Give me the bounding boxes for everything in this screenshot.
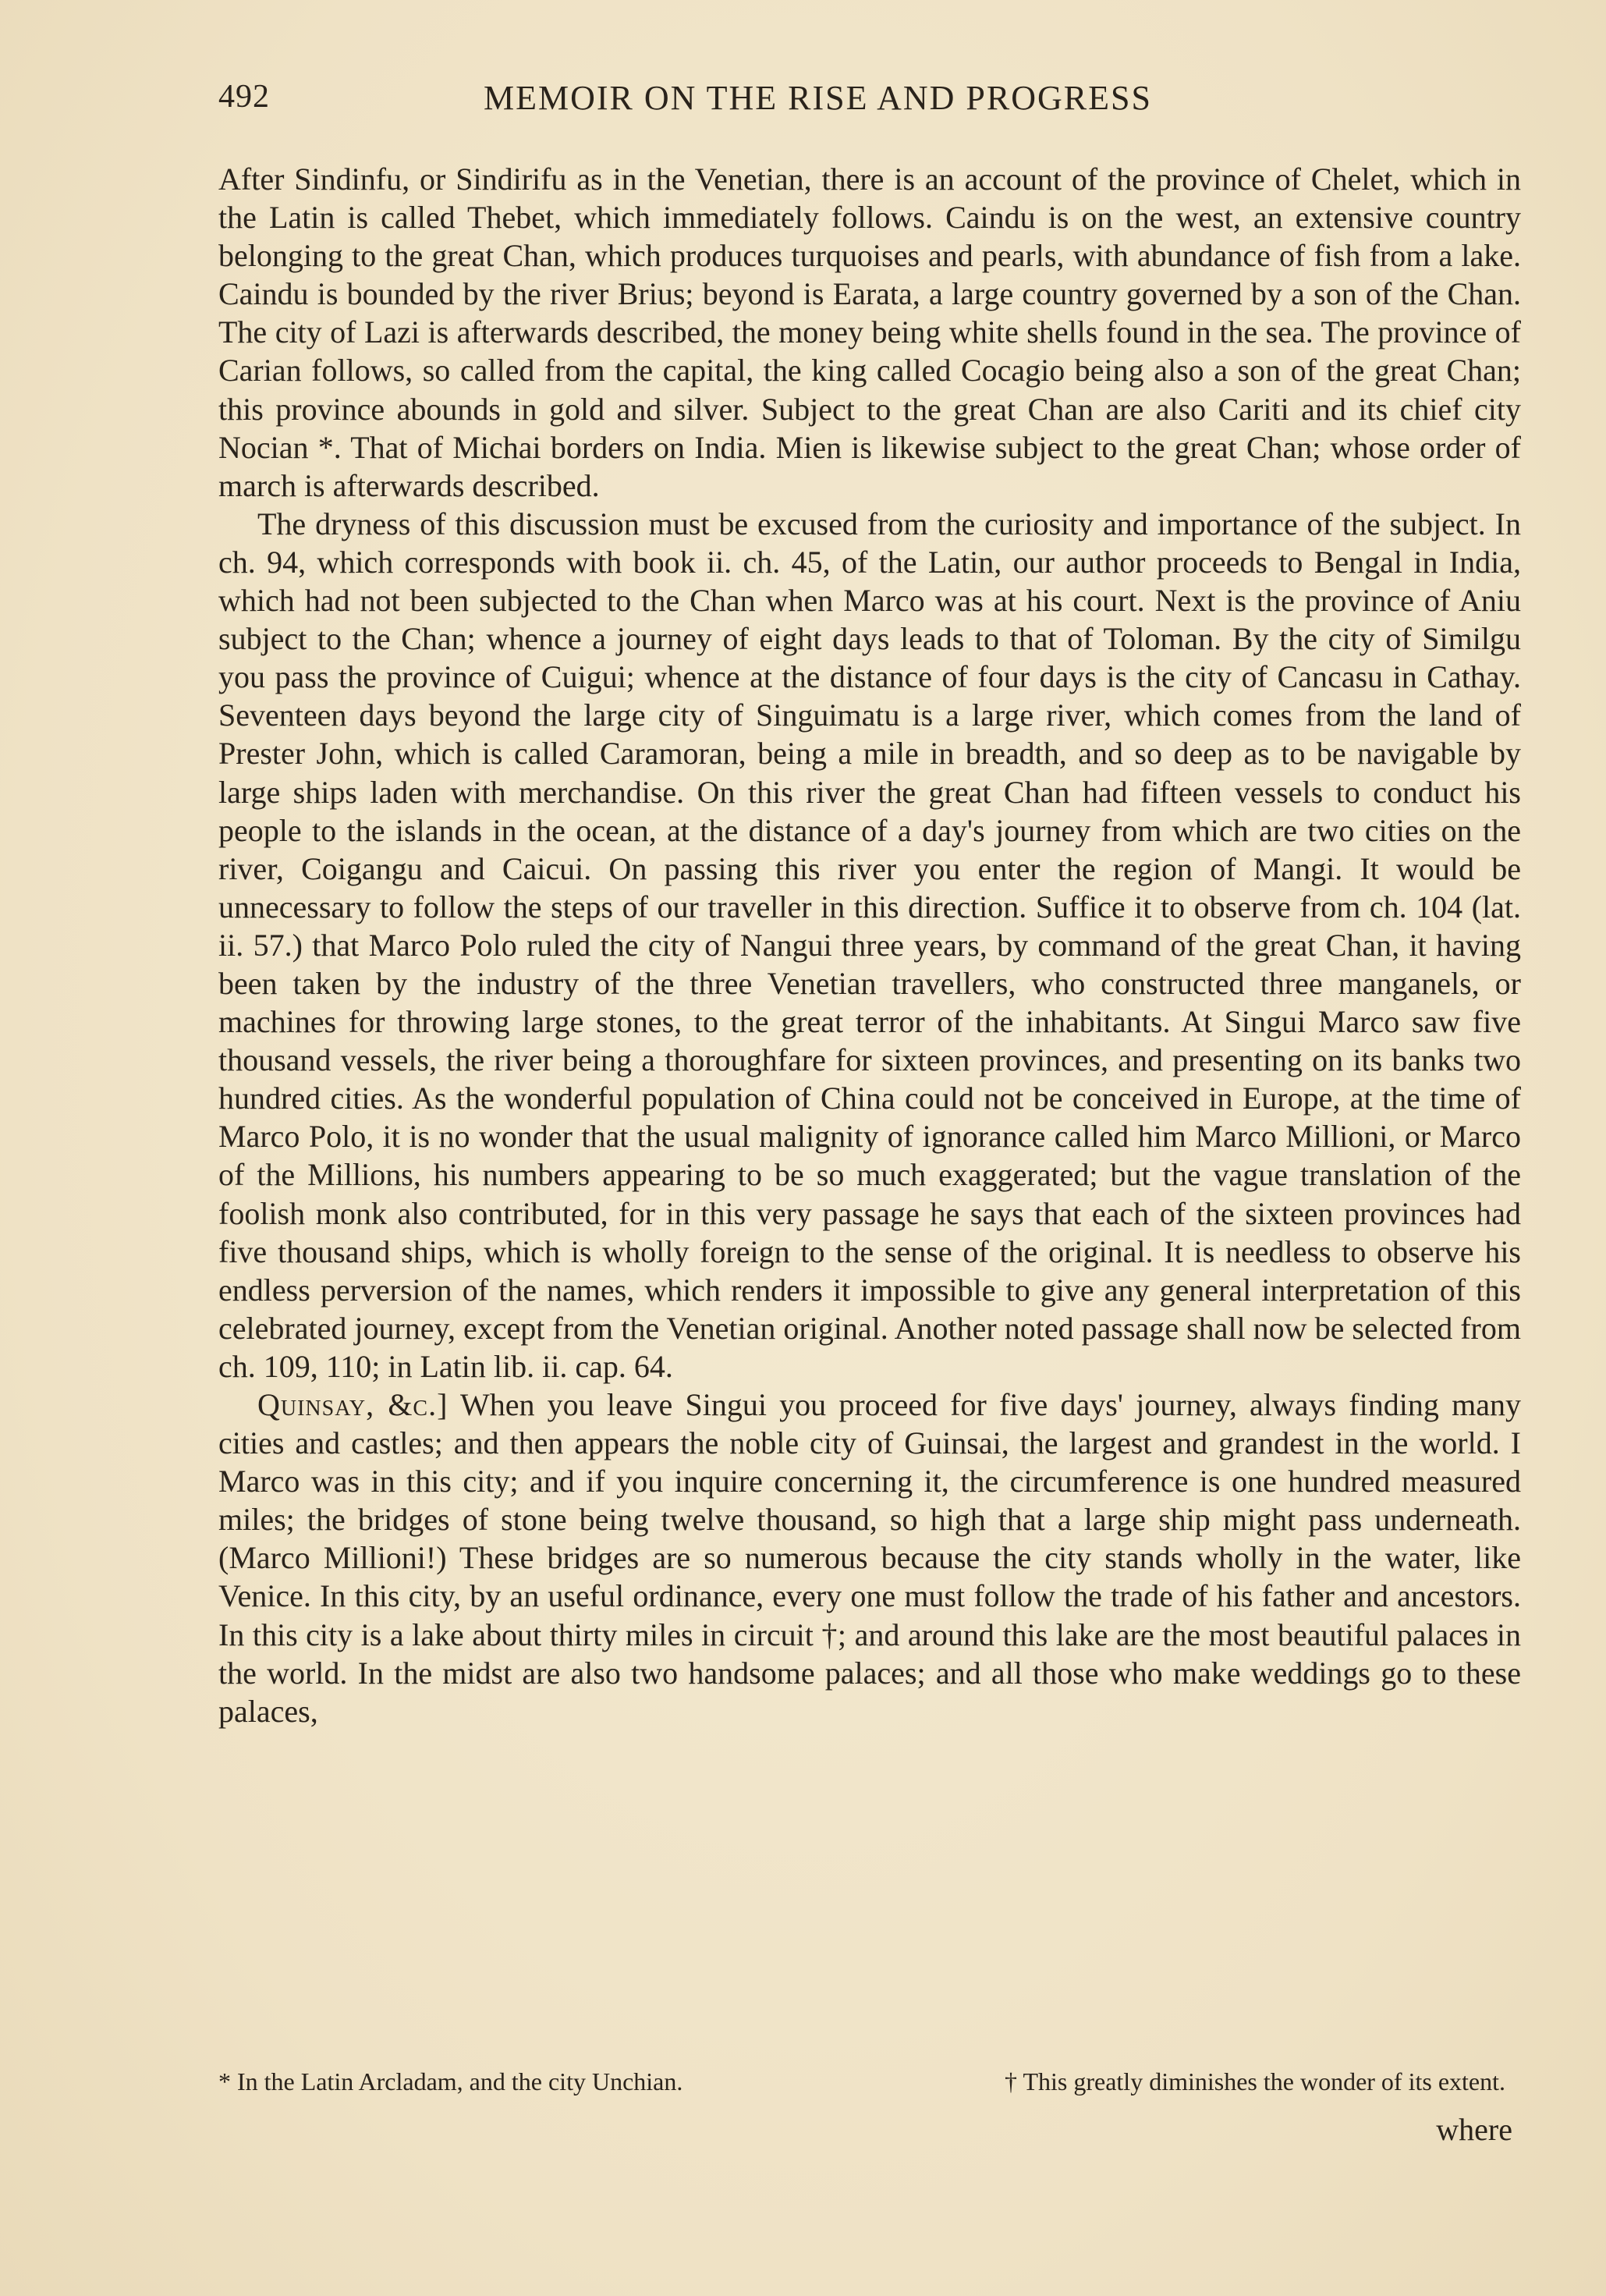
paragraph-sindinfu: After Sindinfu, or Sindirifu as in the Venetian, there is an account of the province of Chelet, which in the Latin is called Thebet, which immediately follows. Caindu is on the west, an extensive country belonging to the great Chan, which produces turquoises and pearls, with abundance of fish from a lake. Caindu is bounded by the river Brius; beyond is Earata, a large country governed by a son of the Chan. The city of Lazi is afterwards described, the money being white shells found in the sea. The province of Carian follows, so called from the capital, the king called Cocagio being also a son of the great Chan; this province abounds in gold and silver. Subject to the great Chan are also Cariti and its chief city Nocian *. That of Michai borders on India. Mien is likewise subject to the great Chan; whose order of march is afterwards described. [218, 161, 1521, 503]
footnote-dagger: † This greatly diminishes the wonder of its extent. [1005, 2067, 1505, 2095]
body-text [218, 160, 1521, 1730]
quinsay-lead: Quinsay, &c.] [257, 1387, 448, 1422]
page-header [218, 78, 1521, 125]
catchword: where [1436, 2112, 1512, 2147]
running-head: MEMOIR ON THE RISE AND PROGRESS [484, 79, 1152, 117]
paragraph-dryness: The dryness of this discussion must be excused from the curiosity and importance of the subject. In ch. 94, which corresponds with book ii. ch. 45, of the Latin, our author proceeds to Bengal in India, which had not been subjected to the Chan when Marco was at his court. Next is the province of Aniu subject to the Chan; whence a journey of eight days leads to that of Toloman. By the city of Similgu you pass the province of Cuigui; whence at the distance of four days is the city of Cancasu in Cathay. Seventeen days beyond the large city of Singuimatu is a large river, which comes from the land of Prester John, which is called Caramoran, being a mile in breadth, and so deep as to be navigable by large ships laden with merchandise. On this river the great Chan had fifteen vessels to conduct his people to the islands in the ocean, at the distance of a day's journey from which are two cities on the river, Coigangu and Caicui. On passing this river you enter the region of Mangi. It would be unnecessary to follow the steps of our traveller in this direction. Suffice it to observe from ch. 104 (lat. ii. 57.) that Marco Polo ruled the city of Nangui three years, by command of the great Chan, it having been taken by the industry of the three Venetian travellers, who constructed three manganels, or machines for throwing large stones, to the great terror of the inhabitants. At Singui Marco saw five thousand vessels, the river being a thoroughfare for sixteen provinces, and presenting on its banks two hundred cities. As the wonderful population of China could not be conceived in Europe, at the time of Marco Polo, it is no wonder that the usual malignity of ignorance called him Marco Millioni, or Marco of the Millions, his numbers appearing to be so much exaggerated; but the vague translation of the foolish monk also contributed, for in this very passage he says that each of the sixteen provinces had five thousand ships, which is wholly foreign to the sense of the original. It is needless to observe his endless perversion of the names, which renders it impossible to give any general interpretation of this celebrated journey, except from the Venetian original. Another noted passage shall now be selected from ch. 109, 110; in Latin lib. ii. cap. 64. [218, 506, 1521, 1384]
footnote-asterisk: * In the Latin Arcladam, and the city Unchian. [218, 2067, 683, 2095]
paragraph-quinsay [218, 1386, 1521, 1730]
quinsay-text: When you leave Singui you proceed for five days' journey, always finding many cities and castles; and then appears the noble city of Guinsai, the largest and grandest in the world. I Marco was in this city; and if you inquire concerning it, the circumference is one hundred measured miles; the bridges of stone being twelve thousand, so high that a large ship might pass underneath. (Marco Millioni!) These bridges are so numerous because the city stands wholly in the water, like Venice. In this city, by an useful ordinance, every one must follow the trade of his father and ancestors. In this city is a lake about thirty miles in circuit †; and around this lake are the most beautiful palaces in the world. In the midst are also two handsome palaces; and all those who make weddings go to these palaces, [218, 1387, 1521, 1729]
footnotes [218, 2067, 1521, 2106]
page-number: 492 [218, 79, 270, 115]
